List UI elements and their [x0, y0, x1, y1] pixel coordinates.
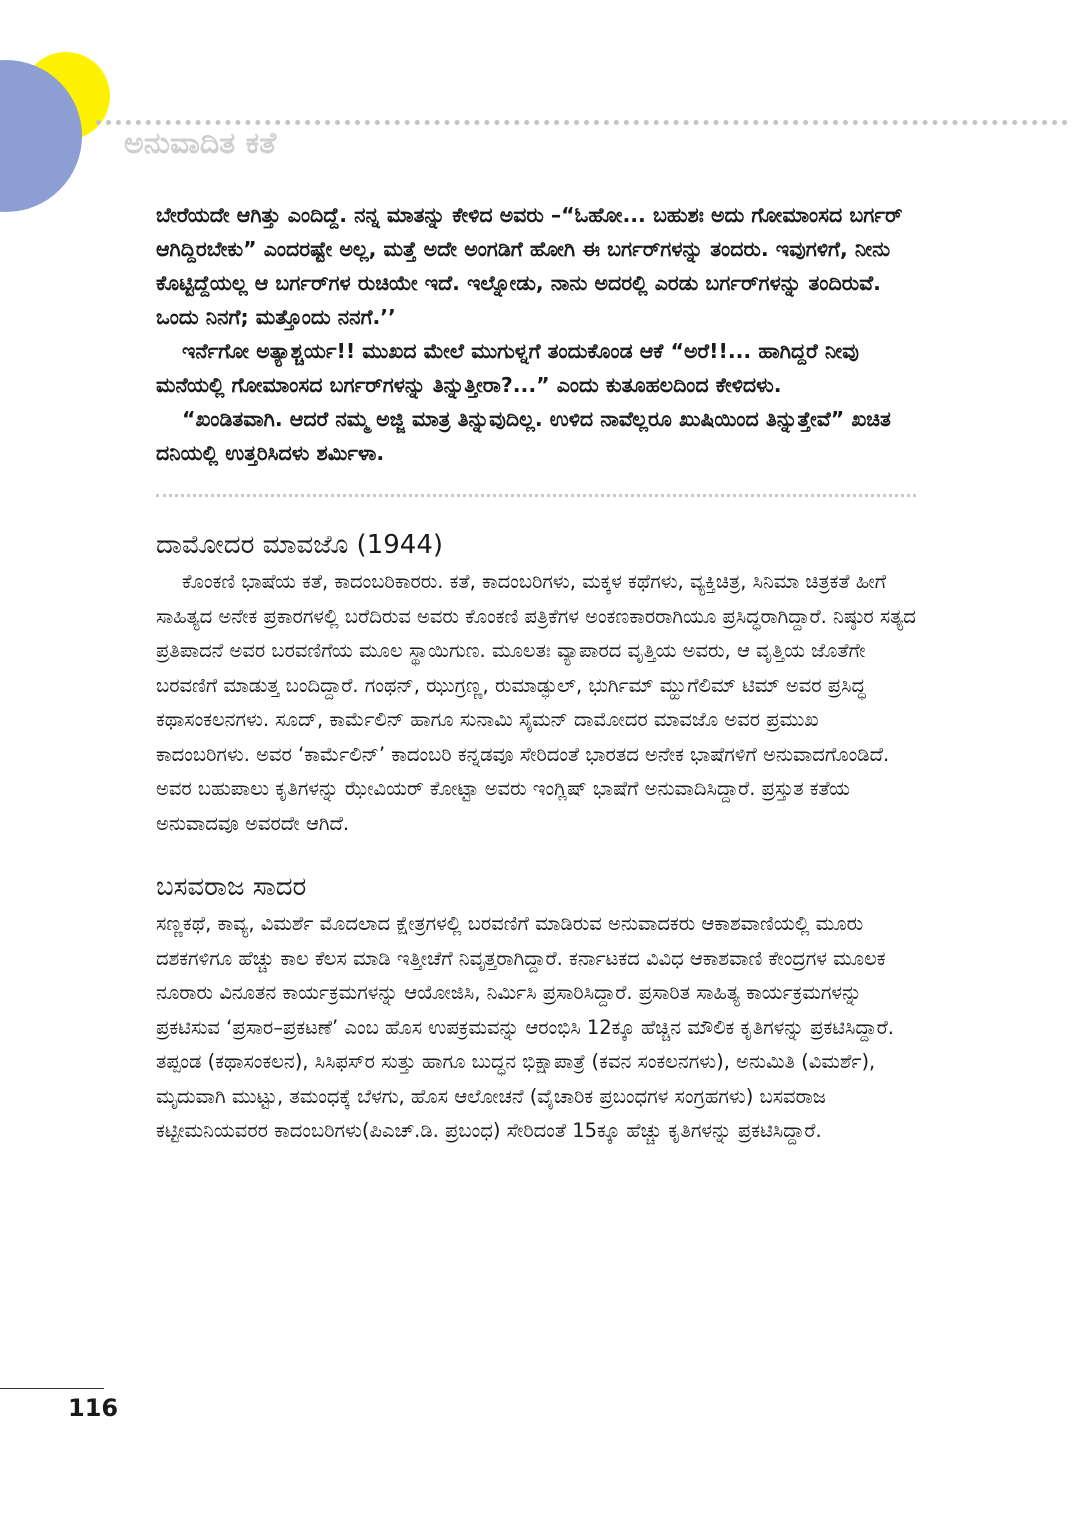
author-bio: [156, 525, 916, 841]
translator-name: ಬಸವರಾಜ ಸಾದರ: [156, 872, 307, 902]
story-excerpt: [156, 198, 916, 470]
translator-bio: [156, 867, 916, 1149]
author-bio-text: ಕೊಂಕಣಿ ಭಾಷೆಯ ಕತೆ, ಕಾದಂಬರಿಕಾರರು. ಕತೆ, ಕಾದಂಬರಿಗಳು, ಮಕ್ಕಳ ಕಥೆಗಳು, ವ್ಯಕ್ತಿಚಿತ್ರ, ಸಿನಿಮಾ ಚಿತ್ರಕತೆ ಹೀಗೆ ಸಾಹಿತ್ಯದ ಅನೇಕ ಪ್ರಕಾರಗಳಲ್ಲಿ ಬರೆದಿರುವ ಅವರು ಕೊಂಕಣಿ ಪತ್ರಿಕೆಗಳ ಅಂಕಣಕಾರರಾಗಿಯೂ ಪ್ರಸಿದ್ಧರಾಗಿದ್ದಾರೆ. ನಿಷ್ಠುರ ಸತ್ಯದ ಪ್ರತಿಪಾದನೆ ಅವರ ಬರವಣಿಗೆಯ ಮೂಲ ಸ್ಥಾಯಿಗುಣ. ಮೂಲತಃ ವ್ಯಾಪಾರದ ವೃತ್ತಿಯ ಅವರು, ಆ ವೃತ್ತಿಯ ಜೊತೆಗೇ ಬರವಣಿಗೆ ಮಾಡುತ್ತ ಬಂದಿದ್ದಾರೆ. ಗಂಥನ್, ಝುಗ್ರಣ್ಣ, ರುಮಾಡ್ಫುಲ್, ಭುರ್ಗಿಮ್ ಮ್ಹುಗೆಲಿಮ್ ಟಿಮ್ ಅವರ ಪ್ರಸಿದ್ಧ ಕಥಾಸಂಕಲನಗಳು. ಸೂದ್, ಕಾರ್ಮೆಲಿನ್ ಹಾಗೂ ಸುನಾಮಿ ಸೈಮನ್ ದಾಮೋದರ ಮಾವಜೊ ಅವರ ಪ್ರಮುಖ ಕಾದಂಬರಿಗಳು. ಅವರ ‘ಕಾರ್ಮೆಲಿನ್’ ಕಾದಂಬರಿ ಕನ್ನಡವೂ ಸೇರಿದಂತೆ ಭಾರತದ ಅನೇಕ ಭಾಷೆಗಳಿಗೆ ಅನುವಾದಗೊಂಡಿದೆ. ಅವರ ಬಹುಪಾಲು ಕೃತಿಗಳನ್ನು ಝೇವಿಯರ್ ಕೋಟ್ಟಾ ಅವರು ಇಂಗ್ಲಿಷ್ ಭಾಷೆಗೆ ಅನುವಾದಿಸಿದ್ದಾರೆ. ಪ್ರಸ್ತುತ ಕತೆಯ ಅನುವಾದವೂ ಅವರದೇ ಆಗಿದೆ.: [156, 570, 916, 835]
page-content: [156, 198, 916, 1149]
section-title: ಅನುವಾದಿತ ಕತೆ: [124, 126, 277, 161]
author-name: ದಾಮೋದರ ಮಾವಜೊ (1944): [156, 530, 444, 560]
page-number-rule: [0, 1388, 104, 1389]
page-number: 116: [68, 1394, 119, 1422]
story-paragraph: ಬೇರೆಯದೇ ಆಗಿತ್ತು ಎಂದಿದ್ದೆ. ನನ್ನ ಮಾತನ್ನು ಕೇಳಿದ ಅವರು –“ಓಹೋ... ಬಹುಶಃ ಅದು ಗೋಮಾಂಸದ ಬರ್ಗರ್ ಆಗಿದ್ದಿರಬೇಕು” ಎಂದರಷ್ಟೇ ಅಲ್ಲ, ಮತ್ತೆ ಅದೇ ಅಂಗಡಿಗೆ ಹೋಗಿ ಈ ಬರ್ಗರ್‌ಗಳನ್ನು ತಂದರು. ಇವುಗಳಿಗೆ, ನೀನು ಕೊಟ್ಟಿದ್ದೆಯಲ್ಲ ಆ ಬರ್ಗರ್‌ಗಳ ರುಚಿಯೇ ಇದೆ. ಇಲ್ನೋಡು, ನಾನು ಅದರಲ್ಲಿ ಎರಡು ಬರ್ಗರ್‌ಗಳನ್ನು ತಂದಿರುವೆ. ಒಂದು ನಿನಗೆ; ಮತ್ತೊಂದು ನನಗೆ.’’: [156, 203, 903, 329]
story-paragraph: ಇರ್ನೆಗೋ ಅತ್ಯಾಶ್ಚರ್ಯ!! ಮುಖದ ಮೇಲೆ ಮುಗುಳ್ನಗೆ ತಂದುಕೊಂಡ ಆಕೆ “ಅರೆ!!... ಹಾಗಿದ್ದರೆ ನೀವು ಮನೆಯಲ್ಲಿ ಗೋಮಾಂಸದ ಬರ್ಗರ್‌ಗಳನ್ನು ತಿನ್ನುತ್ತೀರಾ?...” ಎಂದು ಕುತೂಹಲದಿಂದ ಕೇಳಿದಳು.: [156, 339, 859, 397]
section-divider: [156, 494, 916, 497]
translator-bio-text: ತಪ್ಪಂಡ (ಕಥಾಸಂಕಲನ), ಸಿಸಿಫಸ್‌ರ ಸುತ್ತು ಹಾಗೂ ಬುದ್ಧನ ಭಿಕ್ಷಾಪಾತ್ರೆ (ಕವನ ಸಂಕಲನಗಳು), ಅನುಮಿತಿ (ವಿಮರ್ಶೆ), ಮೃದುವಾಗಿ ಮುಟ್ಟು, ತಮಂಧಕ್ಕೆ ಬೆಳಗು, ಹೊಸ ಆಲೋಚನೆ (ವೈಚಾರಿಕ ಪ್ರಬಂಧಗಳ ಸಂಗ್ರಹಗಳು) ಬಸವರಾಜ ಕಟ್ಟೀಮನಿಯವರರ ಕಾದಂಬರಿಗಳು(ಪಿಎಚ್.ಡಿ. ಪ್ರಬಂಧ) ಸೇರಿದಂತೆ 15ಕ್ಕೂ ಹೆಚ್ಚು ಕೃತಿಗಳನ್ನು ಪ್ರಕಟಿಸಿದ್ದಾರೆ.: [156, 1050, 876, 1142]
translator-bio-text: ಸಣ್ಣಕಥೆ, ಕಾವ್ಯ, ವಿಮರ್ಶೆ ಮೊದಲಾದ ಕ್ಷೇತ್ರಗಳಲ್ಲಿ ಬರವಣಿಗೆ ಮಾಡಿರುವ ಅನುವಾದಕರು ಆಕಾಶವಾಣಿಯಲ್ಲಿ ಮೂರು ದಶಕಗಳಿಗೂ ಹೆಚ್ಚು ಕಾಲ ಕೆಲಸ ಮಾಡಿ ಇತ್ತೀಚೆಗೆ ನಿವೃತ್ತರಾಗಿದ್ದಾರೆ. ಕರ್ನಾಟಕದ ವಿವಿಧ ಆಕಾಶವಾಣಿ ಕೇಂದ್ರಗಳ ಮೂಲಕ ನೂರಾರು ವಿನೂತನ ಕಾರ್ಯಕ್ರಮಗಳನ್ನು ಆಯೋಜಿಸಿ, ನಿರ್ಮಿಸಿ ಪ್ರಸಾರಿಸಿದ್ದಾರೆ. ಪ್ರಸಾರಿತ ಸಾಹಿತ್ಯ ಕಾರ್ಯಕ್ರಮಗಳನ್ನು ಪ್ರಕಟಿಸುವ ‘ಪ್ರಸಾರ–ಪ್ರಕಟಣೆ’ ಎಂಬ ಹೊಸ ಉಪಕ್ರಮವನ್ನು ಆರಂಭಿಸಿ 12ಕ್ಕೂ ಹೆಚ್ಚಿನ ಮೌಲಿಕ ಕೃತಿಗಳನ್ನು ಪ್ರಕಟಿಸಿದ್ದಾರೆ.: [156, 912, 894, 1039]
story-paragraph: “ಖಂಡಿತವಾಗಿ. ಆದರೆ ನಮ್ಮ ಅಜ್ಜಿ ಮಾತ್ರ ತಿನ್ನುವುದಿಲ್ಲ. ಉಳಿದ ನಾವೆಲ್ಲರೂ ಖುಷಿಯಿಂದ ತಿನ್ನುತ್ತೇವೆ” ಖಚಿತ ದನಿಯಲ್ಲಿ ಉತ್ತರಿಸಿದಳು ಶರ್ಮಿಳಾ.: [156, 407, 891, 465]
